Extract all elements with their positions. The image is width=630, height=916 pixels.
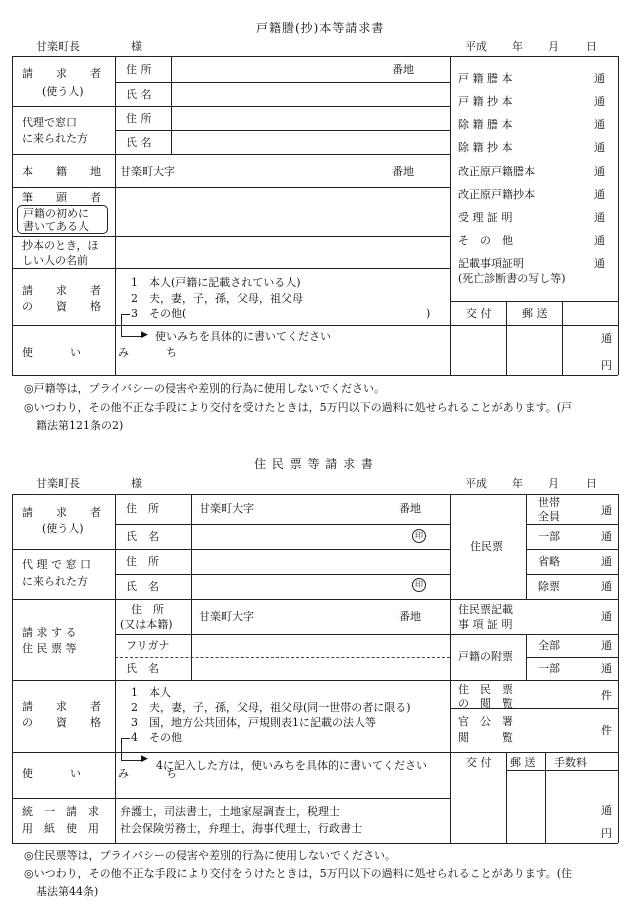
form1-doc-note: (死亡診断書の写し等) <box>458 272 566 285</box>
form2-target-label-l1: 請 求 す る <box>22 626 77 639</box>
form1-addressee: 甘楽町長 <box>36 40 80 53</box>
form2-target-address-label: 住 所 <box>131 603 164 616</box>
form1-requester-address-label: 住 所 <box>126 63 152 76</box>
form2-note: ◎いつわり，その他不正な手段により交付をうけたときは，5万円以下の過料に処せられることがあります。(住 <box>24 867 573 880</box>
form2-requester-label: 請 求 者 <box>22 506 107 519</box>
form2-agent-label-l1: 代 理 で 窓 口 <box>22 558 91 571</box>
form2-office-fee: 手数料 <box>554 756 587 769</box>
form2-note: 基法第44条) <box>36 885 99 898</box>
form2-usage-hint: 4に記入した方は，使いみちを具体的に書いてください <box>156 759 427 772</box>
form2-agent-label-l2: に来られた方 <box>22 575 88 588</box>
form1-requester-banchi: 番地 <box>392 63 414 76</box>
form2-date-month: 月 <box>548 477 559 490</box>
form1-note: ◎戸籍等は，プライバシーの侵害や差別的行為に使用しないでください。 <box>24 382 386 395</box>
form1-date-year: 年 <box>512 40 523 53</box>
form1-qual-opt3-close: ) <box>426 307 431 320</box>
form2-target-name-label: 氏 名 <box>126 662 159 675</box>
doc-type-unit: 通 <box>594 72 605 85</box>
doc-type-name: 受 理 証 明 <box>458 211 513 224</box>
form2-fuhyo-row: 全部 <box>538 639 560 652</box>
doc-type-unit: 通 <box>594 188 605 201</box>
form1-agent-label-l1: 代理で窓口 <box>22 116 77 129</box>
form2-date-day: 日 <box>586 477 597 490</box>
form1-office-issue: 交 付 <box>466 307 492 320</box>
form2-kisai-label-l2: 事 項 証 明 <box>458 618 513 631</box>
form2-office-mail: 郵 送 <box>510 756 536 769</box>
form1-agent-label-l2: に来られた方 <box>22 132 88 145</box>
doc-type-unit: 通 <box>594 141 605 154</box>
form2-agent-address-label: 住 所 <box>126 555 159 568</box>
form1-shohon-label-l1: 抄本のとき，ほ <box>22 239 99 252</box>
form2-juminhyo-row: 省略 <box>538 555 560 568</box>
form2-usage-label: 使 い み ち <box>22 767 190 780</box>
form1-note: ◎いつわり，その他不正な手段により交付を受けたときは，5万円以下の過料に処せられることがあります。(戸 <box>24 401 573 414</box>
form2-juminhyo-row: 一部 <box>538 530 560 543</box>
form2-target-address-value: 甘楽町大字 <box>199 610 254 623</box>
form2-juminhyo-row-l1: 世帯 <box>538 496 560 509</box>
form2-fuhyo-row: 一部 <box>538 662 560 675</box>
form2-target-furigana-label: フリガナ <box>126 639 170 652</box>
form1-usage-arrow-icon: ▶ <box>141 330 148 340</box>
form1-qual-label-l1: 請 求 者 <box>22 284 107 297</box>
form2-requester-banchi: 番地 <box>399 502 421 515</box>
form2-addressee: 甘楽町長 <box>36 477 80 490</box>
form2-juminhyo-unit: 通 <box>601 530 612 543</box>
form2-qual-label-l1: 請 求 者 <box>22 700 107 713</box>
doc-type-unit: 通 <box>594 95 605 108</box>
form2-office-yen: 円 <box>601 827 612 840</box>
form1-office-yen: 円 <box>601 359 612 372</box>
form1-hittou-label: 筆 頭 者 <box>22 191 107 204</box>
form1-qual-opt3[interactable]: 3 その他( <box>131 307 187 320</box>
form1-title: 戸籍謄(抄)本等請求書 <box>256 21 385 35</box>
form1-office-mail: 郵 送 <box>522 307 548 320</box>
form1-qual-label-l2: の 資 格 <box>22 300 107 313</box>
form2-kisai-label-l1: 住民票記載 <box>458 603 513 616</box>
form2-target-address-sub: (又は本籍) <box>120 618 173 631</box>
form1-honseki-banchi: 番地 <box>392 165 414 178</box>
doc-type-unit: 通 <box>594 211 605 224</box>
form1-office-tsu: 通 <box>601 332 612 345</box>
form2-juminhyo-row: 除票 <box>538 580 560 593</box>
doc-type-unit: 通 <box>594 118 605 131</box>
form2-usage-arrow-icon: ▶ <box>141 754 148 764</box>
form1-hittou-bracket-l1: 戸籍の初めに <box>23 207 89 220</box>
doc-type-name: 記載事項証明 <box>458 257 524 270</box>
form2-date-year: 年 <box>512 477 523 490</box>
form2-etsuran2-unit: 件 <box>601 724 612 737</box>
form2-requester-name-label: 氏 名 <box>126 530 159 543</box>
form2-qual-opt1[interactable]: 1 本人 <box>131 686 171 699</box>
form2-requester-address-value: 甘楽町大字 <box>199 502 254 515</box>
form2-unified-label-l1: 統 一 請 求 <box>22 805 99 818</box>
doc-type-name: 改正原戸籍抄本 <box>458 188 535 201</box>
form2-qual-label-l2: の 資 格 <box>22 716 107 729</box>
form2-fuhyo-label: 戸籍の附票 <box>458 650 513 663</box>
form1-qual-opt1[interactable]: 1 本人(戸籍に記載されている人) <box>131 276 301 289</box>
form2-juminhyo-row-l2: 全員 <box>538 510 560 523</box>
doc-type-name: そ の 他 <box>458 234 513 247</box>
form2-etsuran2-label-l1: 官 公 署 <box>458 715 513 728</box>
form2-unified-label-l2: 用 紙 使 用 <box>22 822 99 835</box>
form2-etsuran1-label-l2: の 閲 覧 <box>458 697 513 710</box>
form1-agent-name-label: 氏 名 <box>126 136 152 149</box>
form2-unified-value-l1: 弁護士，司法書士，土地家屋調査士，税理士 <box>120 805 340 818</box>
form2-target-label-l2: 住 民 票 等 <box>22 642 77 655</box>
form2-requester-address-label: 住 所 <box>126 502 159 515</box>
form1-date-era: 平成 <box>465 40 487 53</box>
form2-etsuran2-label-l2: 閲 覧 <box>458 731 513 744</box>
form1-note: 籍法第121条の2) <box>36 419 124 432</box>
doc-type-unit: 通 <box>594 257 605 270</box>
doc-type-unit: 通 <box>594 234 605 247</box>
doc-type-name: 改正原戸籍謄本 <box>458 165 535 178</box>
form2-qual-opt3[interactable]: 3 国，地方公共団体，戸規則表1に記載の法人等 <box>131 716 376 729</box>
form2-note: ◎住民票等は，プライバシーの侵害や差別的行為に使用しないでください。 <box>24 849 397 862</box>
form2-etsuran1-unit: 件 <box>601 689 612 702</box>
form2-juminhyo-unit: 通 <box>601 580 612 593</box>
form1-requester-name-label: 氏 名 <box>126 88 152 101</box>
form1-agent-address-label: 住 所 <box>126 112 152 125</box>
form1-requester-label: 請 求 者 <box>22 67 107 80</box>
form1-usage-label: 使 い み ち <box>22 346 190 359</box>
form1-date-month: 月 <box>548 40 559 53</box>
form2-agent-name-label: 氏 名 <box>126 580 159 593</box>
form2-requester-seal-icon: 印 <box>412 529 426 543</box>
form2-fuhyo-unit: 通 <box>601 639 612 652</box>
form2-requester-sublabel: (使う人) <box>42 522 84 535</box>
form2-etsuran1-label-l1: 住 民 票 <box>458 683 513 696</box>
form2-juminhyo-label: 住民票 <box>470 540 503 553</box>
form2-title: 住 民 票 等 請 求 書 <box>254 457 374 471</box>
form2-juminhyo-unit: 通 <box>601 555 612 568</box>
doc-type-name: 除 籍 抄 本 <box>458 141 513 154</box>
form2-office-issue: 交 付 <box>466 756 492 769</box>
form2-qual-opt4[interactable]: 4 その他 <box>131 731 182 744</box>
form2-agent-seal-icon: 印 <box>412 578 426 592</box>
form2-juminhyo-unit: 通 <box>601 504 612 517</box>
form1-honseki-value: 甘楽町大字 <box>120 165 175 178</box>
form2-office-tsu: 通 <box>601 804 612 817</box>
form1-hittou-bracket-l2: 書いてある人 <box>23 220 89 233</box>
form2-sama: 様 <box>131 477 142 490</box>
form1-date-day: 日 <box>586 40 597 53</box>
form1-honseki-label: 本 籍 地 <box>22 165 107 178</box>
form2-fuhyo-unit: 通 <box>601 662 612 675</box>
doc-type-name: 戸 籍 謄 本 <box>458 72 513 85</box>
form1-usage-hint: 使いみちを具体的に書いてください <box>155 330 331 343</box>
form1-qual-opt2[interactable]: 2 夫，妻，子，孫，父母，祖父母 <box>131 292 303 305</box>
doc-type-name: 除 籍 謄 本 <box>458 118 513 131</box>
doc-type-name: 戸 籍 抄 本 <box>458 95 513 108</box>
form2-qual-opt2[interactable]: 2 夫，妻，子，孫，父母，祖父母(同一世帯の者に限る) <box>131 701 411 714</box>
form1-sama: 様 <box>131 40 142 53</box>
doc-type-unit: 通 <box>594 165 605 178</box>
form1-requester-sublabel: (使う人) <box>42 85 84 98</box>
form2-kisai-unit: 通 <box>601 610 612 623</box>
form2-unified-value-l2: 社会保険労務士，弁理士，海事代理士，行政書士 <box>120 822 362 835</box>
form2-date-era: 平成 <box>465 477 487 490</box>
form1-shohon-label-l2: しい人の名前 <box>22 254 88 267</box>
form2-target-banchi: 番地 <box>399 610 421 623</box>
